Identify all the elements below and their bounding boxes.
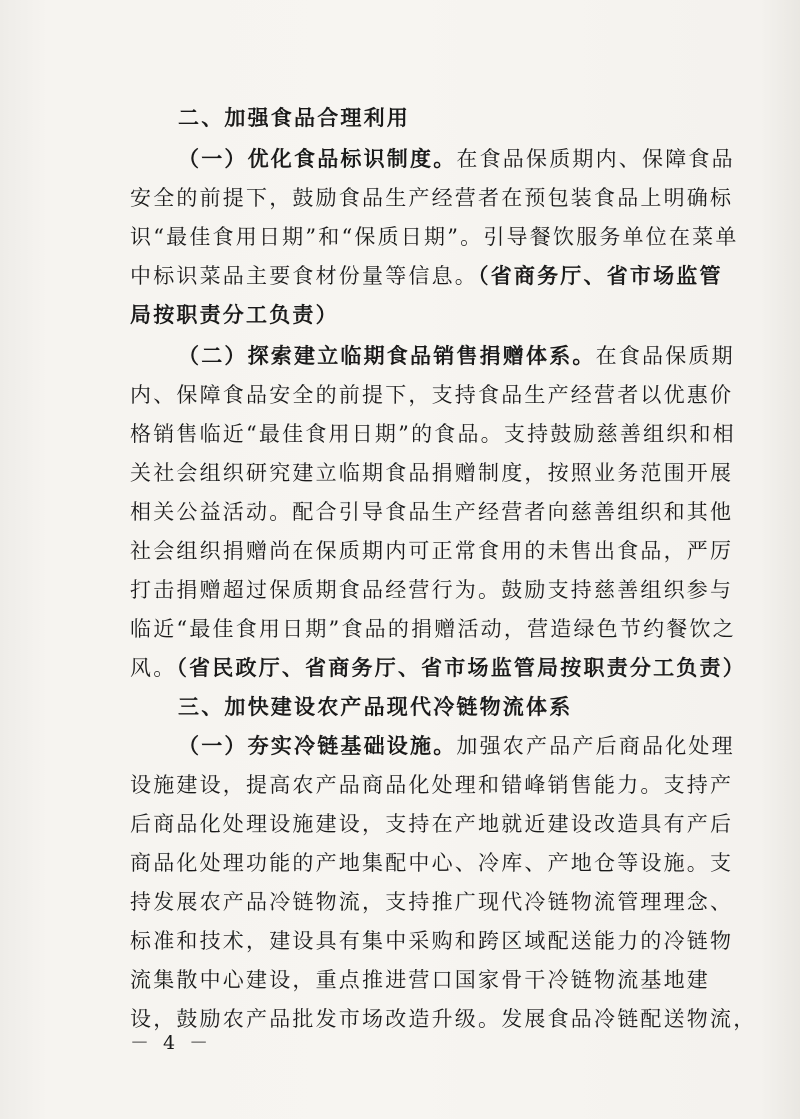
item-text: 相关公益活动。配合引导食品生产经营者向慈善组织和其他 bbox=[130, 500, 734, 524]
item-text: 设，鼓励农产品批发市场改造升级。发展食品冷链配送物流， bbox=[130, 1007, 757, 1031]
page-number: － 4 － bbox=[130, 1032, 213, 1054]
paragraph-line bbox=[130, 963, 710, 997]
paragraph-line bbox=[130, 298, 339, 332]
responsibility-note: （省商务厅、省市场监管 bbox=[478, 263, 723, 288]
item-title: （一）优化食品标识制度。 bbox=[178, 146, 457, 171]
item-text: 在食品保质期内、保障食品 bbox=[456, 147, 735, 171]
item-text: 加强农产品产后商品化处理 bbox=[456, 734, 735, 758]
paragraph-line bbox=[178, 339, 735, 373]
paragraph-line bbox=[130, 181, 733, 215]
paragraph-line bbox=[130, 924, 733, 958]
item-text: 风。 bbox=[130, 656, 177, 680]
item-text: 格销售临近“最佳食用日期”的食品。支持鼓励慈善组织和相 bbox=[130, 422, 736, 446]
responsibility-note: （省民政厅、省商务厅、省市场监管局按职责分工负责） bbox=[176, 655, 746, 680]
item-text: 商品化处理功能的产地集配中心、冷库、产地仓等设施。支 bbox=[130, 851, 734, 875]
item-text: 关社会组织研究建立临期食品捐赠制度，按照业务范围开展 bbox=[130, 461, 734, 485]
item-text: 社会组织捐赠尚在保质期内可正常食用的未售出食品，严厉 bbox=[130, 539, 734, 563]
item-title: （二）探索建立临期食品销售捐赠体系。 bbox=[178, 343, 596, 368]
paragraph-line bbox=[130, 651, 746, 685]
paragraph-line bbox=[130, 612, 736, 646]
item-text: 标准和技术，建设具有集中采购和跨区域配送能力的冷链物 bbox=[130, 929, 734, 953]
responsibility-note: 局按职责分工负责） bbox=[130, 302, 339, 327]
paragraph-line bbox=[178, 142, 735, 176]
item-text: 临近“最佳食用日期”食品的捐赠活动，营造绿色节约餐饮之 bbox=[130, 617, 736, 641]
paragraph-line bbox=[130, 456, 733, 490]
section-heading-2 bbox=[178, 101, 410, 135]
item-text: 打击捐赠超过保质期食品经营行为。鼓励支持慈善组织参与 bbox=[130, 578, 734, 602]
paragraph-line bbox=[130, 885, 733, 919]
paragraph-line bbox=[130, 417, 736, 451]
paragraph-line bbox=[130, 768, 733, 802]
paragraph-line bbox=[130, 534, 733, 568]
item-title: （一）夯实冷链基础设施。 bbox=[178, 733, 457, 758]
section-heading-3 bbox=[178, 690, 572, 724]
paragraph-line bbox=[130, 259, 723, 293]
paragraph-line bbox=[178, 729, 735, 763]
paragraph-line bbox=[130, 846, 733, 880]
item-text: 后商品化处理设施建设，支持在产地就近建设改造具有产后 bbox=[130, 812, 734, 836]
paragraph-line bbox=[130, 573, 733, 607]
item-text: 中标识菜品主要食材份量等信息。 bbox=[130, 264, 478, 288]
item-text: 内、保障食品安全的前提下，支持食品生产经营者以优惠价 bbox=[130, 383, 734, 407]
section-heading-text: 二、加强食品合理利用 bbox=[178, 105, 410, 130]
item-text: 在食品保质期 bbox=[595, 344, 735, 368]
item-text: 设施建设，提高农产品商品化处理和错峰销售能力。支持产 bbox=[130, 773, 734, 797]
paragraph-line bbox=[130, 220, 739, 254]
item-text: 识“最佳食用日期”和“保质日期”。引导餐饮服务单位在菜单 bbox=[130, 225, 739, 249]
section-heading-text: 三、加快建设农产品现代冷链物流体系 bbox=[178, 694, 573, 719]
item-text: 安全的前提下，鼓励食品生产经营者在预包装食品上明确标 bbox=[130, 186, 734, 210]
item-text: 持发展农产品冷链物流，支持推广现代冷链物流管理理念、 bbox=[130, 890, 734, 914]
paragraph-line bbox=[130, 495, 733, 529]
paragraph-line bbox=[130, 1002, 756, 1036]
paragraph-line bbox=[130, 807, 733, 841]
item-text: 流集散中心建设，重点推进营口国家骨干冷链物流基地建 bbox=[130, 968, 710, 992]
paragraph-line bbox=[130, 378, 733, 412]
